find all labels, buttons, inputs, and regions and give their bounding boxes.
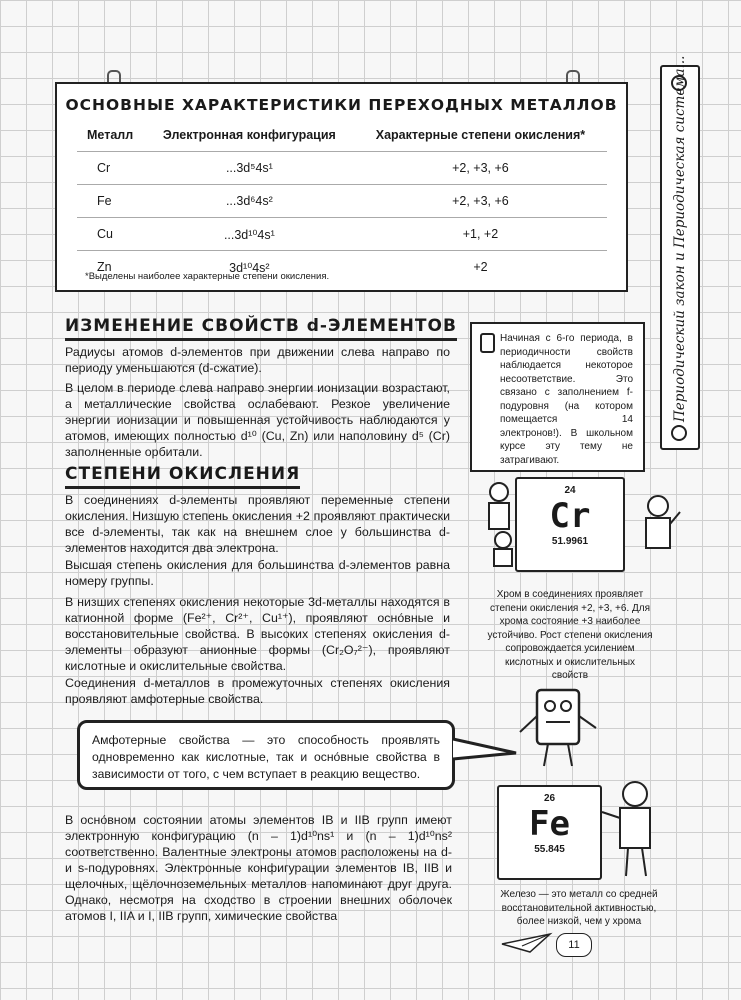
cr-element-tile <box>515 477 625 572</box>
paragraph: Высшая степень окисления для большинства d-элементов равна номеру группы. <box>65 558 450 588</box>
paragraph: Соединения d-металлов в промежуточных степенях окисления проявляют амфотерные свойства. <box>65 676 450 706</box>
paragraph: В низших степенях окисления некоторые 3d-металлы находятся в катионной форме (Fe²⁺, Cr²⁺, Cu¹⁺), проявляют осно́вные и восстановительные свойства. В высоких степенях окисления d-элементы образуют анионные формы (Cr₂O₇²⁻), проявляют кислотные и окислительные свойства. <box>65 595 450 673</box>
element-symbol: Cr <box>549 496 591 536</box>
circle-icon <box>671 425 687 441</box>
transition-metals-table-card <box>55 82 628 292</box>
section-title-oxidation: СТЕПЕНИ ОКИСЛЕНИЯ <box>65 464 300 489</box>
table-header-row <box>77 124 607 152</box>
element-symbol: Fe <box>529 804 570 844</box>
definition-text: Амфотерные свойства — это способность проявлять одновременно как кислотные, так и осно́вные свойства в зависимости от того, с чем вступает в реакцию вещество. <box>92 733 440 781</box>
kid-illustration <box>628 492 683 567</box>
metals-table <box>77 124 607 283</box>
config-cell: 3d¹⁰4s² <box>229 260 270 275</box>
atomic-mass: 55.845 <box>534 844 565 855</box>
config-cell: ...3d¹⁰4s¹ <box>145 218 354 251</box>
table-title: ОСНОВНЫЕ ХАРАКТЕРИСТИКИ ПЕРЕХОДНЫХ МЕТАЛЛОВ <box>65 96 618 114</box>
metal-cell: Cu <box>77 218 145 251</box>
header-config: Электронная конфигурация <box>145 124 354 152</box>
paragraph: В соединениях d-элементы проявляют переменные степени окисления. Низшую степень окисления +2 проявляют практически все d-элементы, так как на внешнем слое у большинства d-элементов находится два электрона. <box>65 493 450 555</box>
paragraph: Радиусы атомов d-элементов при движении слева направо по периоду уменьшаются (d-сжатие). <box>65 345 450 375</box>
table-row <box>77 152 607 185</box>
kid-with-pointer-illustration <box>600 776 675 886</box>
chapter-title-vertical: Периодический закон и Периодическая система... <box>672 55 688 422</box>
fe-element-tile <box>497 785 602 880</box>
bookmark-icon <box>480 333 495 353</box>
header-oxidation: Характерные степени окисления* <box>354 124 607 152</box>
fe-caption: Железо — это металл со средней восстановительной активностью, более низкой, чем у хрома <box>500 889 658 927</box>
cr-caption: Хром в соединениях проявляет степени окисления +2, +3, +6. Для хрома состояние +3 наиболее устойчиво. Рост степени окисления сопровождается усилением кислотных и окислительных свойств <box>487 589 653 681</box>
page-number: 11 <box>556 933 592 957</box>
config-cell: ...3d⁵4s¹ <box>145 152 354 185</box>
header-metal: Металл <box>77 124 145 152</box>
oxidation-cell: +2, +3, +6 <box>354 152 607 185</box>
config-cell: ...3d⁶4s² <box>145 185 354 218</box>
book-character-illustration <box>512 678 607 773</box>
table-row <box>77 185 607 218</box>
oxidation-cell: +2, +3, +6 <box>354 185 607 218</box>
oxidation-cell: +2 <box>473 260 488 274</box>
paragraph: В целом в периоде слева направо энергии ионизации возрастают, а металлические свойства ослабевают. Резкое увеличение энергии ионизации и повышенная устойчивость наблюдаются у атомов, имеющих полностью d¹⁰ (Cu, Zn) или наполовину d⁵ (Cr) заполненные орбитали. <box>65 381 450 459</box>
atomic-number: 24 <box>564 485 576 496</box>
metal-cell: Fe <box>77 185 145 218</box>
oxidation-cell: +1, +2 <box>354 218 607 251</box>
paragraph: В осно́вном состоянии атомы элементов IB и IIB групп имеют электронную конфигурацию (n – 1)d¹⁰ns¹ и (n – 1)d¹⁰ns² соответственно. Валентные электроны атомов расположены на d- и s-подуровнях. Электронные конфигурации элементов IB, IIB и щелочных, щёлочноземельных металлов напоминают друг друга. Однако, несмотря на сходство в строении внешних оболочек атомов I, IIA и I, IIB групп, химические свойства <box>65 813 452 923</box>
metal-cell: Zn <box>97 260 112 274</box>
table-footnote: *Выделены наиболее характерные степени окисления. <box>85 271 330 282</box>
table-row <box>77 218 607 251</box>
metal-cell: Cr <box>77 152 145 185</box>
atomic-mass: 51.9961 <box>551 536 589 547</box>
side-note-text: Начиная с 6-го периода, в периодичности свойств наблюдается некоторое несоответствие. Это связано с заполнением f-подуровня (на котором помещается 14 электронов!). В школьном курсе эту тему не затрагивают. <box>500 333 633 466</box>
definition-bubble <box>77 720 455 790</box>
paper-plane-icon <box>500 930 555 955</box>
chapter-side-tab <box>660 55 700 450</box>
atomic-number: 26 <box>543 793 556 804</box>
side-note <box>470 322 645 472</box>
section-title-d-elements: ИЗМЕНЕНИЕ СВОЙСТВ d-ЭЛЕМЕНТОВ <box>65 316 457 341</box>
